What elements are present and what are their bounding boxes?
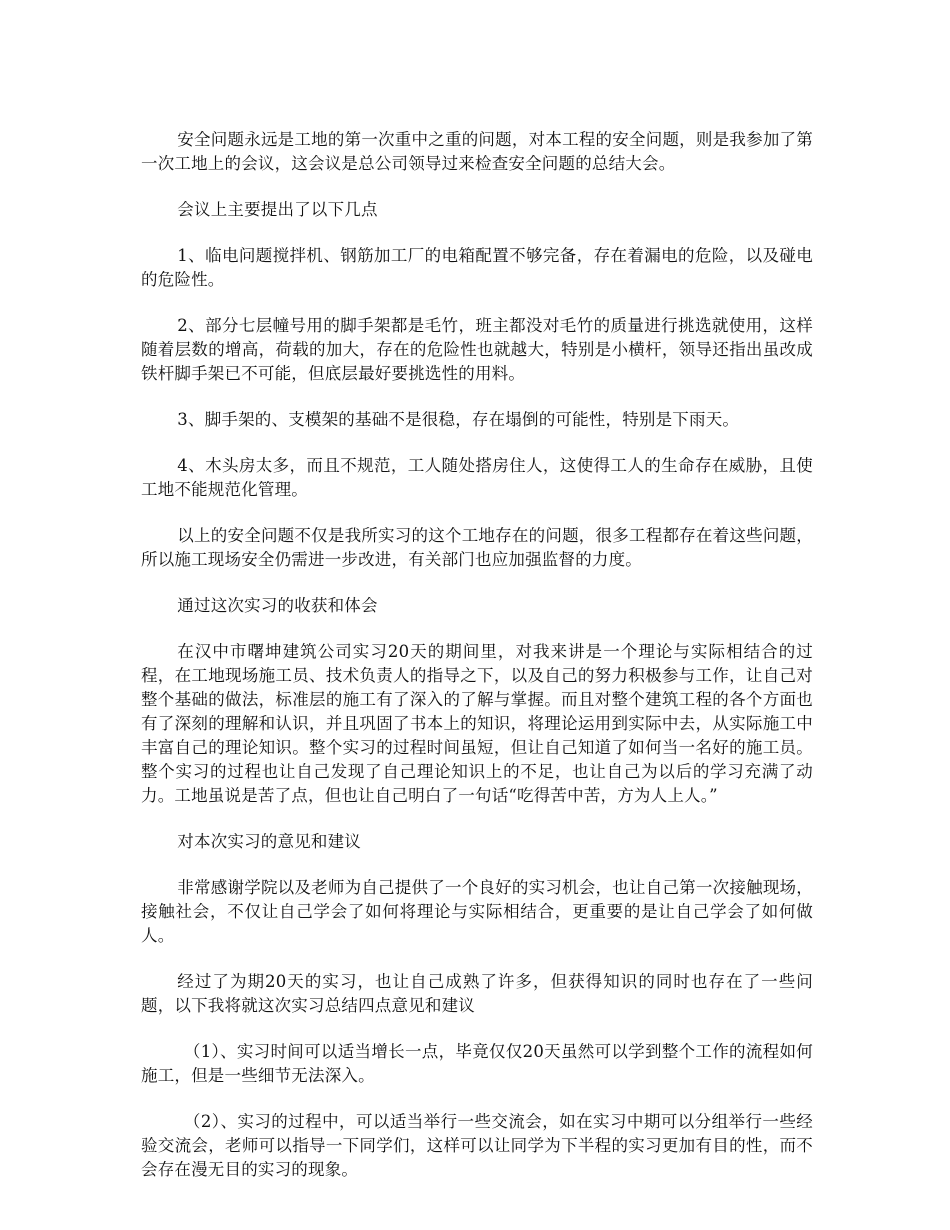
paragraph-safety-intro: 安全问题永远是工地的第一次重中之重的问题，对本工程的安全问题，则是我参加了第一次工地上的会议，这会议是总公司领导过来检查安全问题的总结大会。 [141,130,813,173]
paragraph-point-1: 1、临电问题搅拌机、钢筋加工厂的电箱配置不够完备，存在着漏电的危险，以及碰电的危险性。 [141,246,813,289]
paragraph-thanks: 非常感谢学院以及老师为自己提供了一个良好的实习机会，也让自己第一次接触现场，接触社会，不仅让自己学会了如何将理论与实际相结合，更重要的是让自己学会了如何做人。 [141,878,813,945]
paragraph-point-4: 4、木头房太多，而且不规范，工人随处搭房住人，这使得工人的生命存在威胁，且使工地不能规范化管理。 [141,456,813,499]
paragraph-suggestion-2: （2）、实习的过程中，可以适当举行一些交流会，如在实习中期可以分组举行一些经验交流会，老师可以指导一下同学们，这样可以让同学为下半程的实习更加有目的性，而不会存在漫无目的实习的现象。 [141,1112,813,1179]
paragraph-harvest-heading: 通过这次实习的收获和体会 [177,596,378,615]
paragraph-meeting-points-heading: 会议上主要提出了以下几点 [177,200,378,219]
paragraph-suggestions-heading: 对本次实习的意见和建议 [177,832,361,851]
paragraph-point-3: 3、脚手架的、支模架的基础不是很稳，存在塌倒的可能性，特别是下雨天。 [177,410,740,429]
paragraph-harvest-body: 在汉中市曙坤建筑公司实习20天的期间里，对我来讲是一个理论与实际相结合的过程，在工地现场施工员、技术负责人的指导之下，以及自己的努力积极参与工作，让自己对整个基础的做法，标准层的施工有了深入的了解与掌握。而且对整个建筑工程的各个方面也有了深刻的理解和认识，并且巩固了书本上的知识，将理论运用到实际中去，从实际施工中丰富自己的理论知识。整个实习的过程时间虽短，但让自己知道了如何当一名好的施工员。整个实习的过程也让自己发现了自己理论知识上的不足，也让自己为以后的学习充满了动力。工地虽说是苦了点，但也让自己明白了一句话“吃得苦中苦，方为人上人。” [141,642,813,805]
document-body [141,128,813,1204]
paragraph-safety-summary: 以上的安全问题不仅是我所实习的这个工地存在的问题，很多工程都存在着这些问题，所以施工现场安全仍需进一步改进，有关部门也应加强监督的力度。 [141,526,813,569]
paragraph-suggestion-1: （1）、实习时间可以适当增长一点，毕竟仅仅20天虽然可以学到整个工作的流程如何施工，但是一些细节无法深入。 [141,1042,813,1085]
paragraph-point-2: 2、部分七层幢号用的脚手架都是毛竹，班主都没对毛竹的质量进行挑选就使用，这样随着层数的增高，荷载的加大，存在的危险性也就越大，特别是小横杆，领导还指出虽改成铁杆脚手架已不可能，但底层最好要挑选性的用料。 [141,316,813,383]
paragraph-suggestions-intro: 经过了为期20天的实习，也让自己成熟了许多，但获得知识的同时也存在了一些问题，以下我将就这次实习总结四点意见和建议 [141,972,813,1015]
